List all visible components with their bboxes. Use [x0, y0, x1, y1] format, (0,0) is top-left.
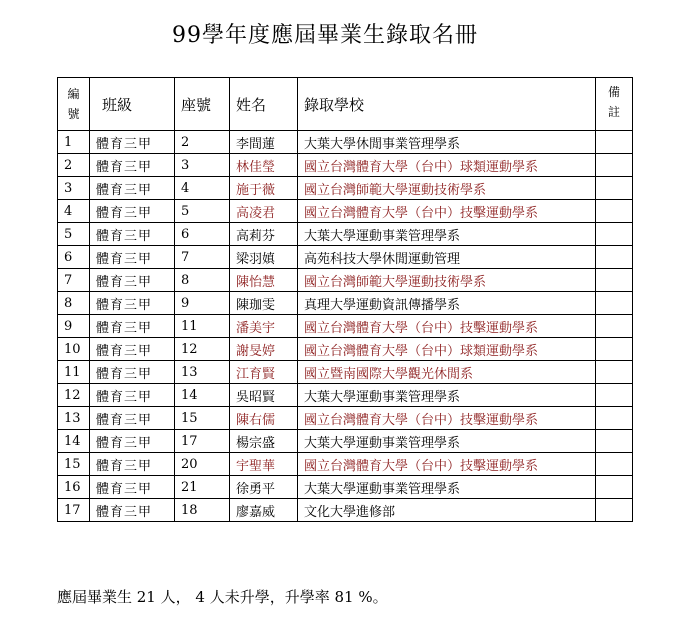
cell-name: 高凌君 [230, 200, 298, 223]
table-header-row [58, 78, 633, 131]
cell-seat: 5 [175, 200, 230, 223]
cell-seat: 18 [175, 499, 230, 522]
table-row [58, 131, 633, 154]
cell-name: 潘美宇 [230, 315, 298, 338]
table-row [58, 338, 633, 361]
cell-seat: 14 [175, 384, 230, 407]
cell-name: 宇聖華 [230, 453, 298, 476]
cell-name: 陳珈雯 [230, 292, 298, 315]
cell-school: 國立台灣體育大學（台中）球類運動學系 [298, 338, 596, 361]
cell-name: 施于薇 [230, 177, 298, 200]
table-row [58, 154, 633, 177]
table-row [58, 453, 633, 476]
summary-text: 應屆畢業生 21 人， 4 人未升學，升學率 81 %。 [57, 588, 388, 606]
cell-remark [596, 269, 633, 292]
cell-seat: 7 [175, 246, 230, 269]
cell-name: 楊宗盛 [230, 430, 298, 453]
table-row [58, 200, 633, 223]
cell-class: 體育三甲 [90, 361, 175, 384]
cell-school: 大葉大學運動事業管理學系 [298, 384, 596, 407]
table-row [58, 269, 633, 292]
cell-remark [596, 154, 633, 177]
cell-seat: 6 [175, 223, 230, 246]
cell-remark [596, 384, 633, 407]
cell-name: 吳昭賢 [230, 384, 298, 407]
cell-class: 體育三甲 [90, 499, 175, 522]
cell-class: 體育三甲 [90, 338, 175, 361]
cell-remark [596, 361, 633, 384]
cell-remark [596, 200, 633, 223]
cell-seat: 8 [175, 269, 230, 292]
cell-number: 3 [58, 177, 90, 200]
table-row [58, 499, 633, 522]
cell-class: 體育三甲 [90, 177, 175, 200]
cell-school: 國立台灣體育大學（台中）技擊運動學系 [298, 315, 596, 338]
cell-name: 江育賢 [230, 361, 298, 384]
table-row [58, 407, 633, 430]
cell-remark [596, 453, 633, 476]
cell-remark [596, 131, 633, 154]
cell-class: 體育三甲 [90, 223, 175, 246]
cell-remark [596, 476, 633, 499]
cell-number: 2 [58, 154, 90, 177]
cell-remark [596, 407, 633, 430]
cell-name: 林佳瑩 [230, 154, 298, 177]
cell-school: 大葉大學運動事業管理學系 [298, 223, 596, 246]
cell-school: 國立台灣師範大學運動技術學系 [298, 177, 596, 200]
cell-school: 國立台灣體育大學（台中）技擊運動學系 [298, 407, 596, 430]
cell-number: 10 [58, 338, 90, 361]
cell-name: 陳怡慧 [230, 269, 298, 292]
cell-seat: 3 [175, 154, 230, 177]
cell-seat: 17 [175, 430, 230, 453]
header-number: 編 號 [58, 78, 90, 131]
cell-class: 體育三甲 [90, 476, 175, 499]
cell-remark [596, 177, 633, 200]
cell-remark [596, 315, 633, 338]
cell-school: 國立暨南國際大學觀光休閒系 [298, 361, 596, 384]
header-school: 錄取學校 [298, 78, 596, 131]
cell-name: 廖嘉威 [230, 499, 298, 522]
table-row [58, 384, 633, 407]
cell-school: 大葉大學運動事業管理學系 [298, 430, 596, 453]
cell-class: 體育三甲 [90, 269, 175, 292]
cell-seat: 12 [175, 338, 230, 361]
cell-seat: 13 [175, 361, 230, 384]
cell-remark [596, 430, 633, 453]
cell-seat: 20 [175, 453, 230, 476]
cell-class: 體育三甲 [90, 292, 175, 315]
cell-seat: 9 [175, 292, 230, 315]
table-row [58, 292, 633, 315]
cell-number: 1 [58, 131, 90, 154]
cell-name: 高莉芬 [230, 223, 298, 246]
table-row [58, 361, 633, 384]
cell-seat: 11 [175, 315, 230, 338]
cell-class: 體育三甲 [90, 407, 175, 430]
cell-school: 國立台灣體育大學（台中）球類運動學系 [298, 154, 596, 177]
cell-remark [596, 223, 633, 246]
cell-school: 大葉大學休閒事業管理學系 [298, 131, 596, 154]
cell-school: 國立台灣體育大學（台中）技擊運動學系 [298, 200, 596, 223]
cell-class: 體育三甲 [90, 246, 175, 269]
table-row [58, 223, 633, 246]
cell-name: 陳右儒 [230, 407, 298, 430]
cell-number: 7 [58, 269, 90, 292]
cell-number: 4 [58, 200, 90, 223]
admission-table [57, 77, 633, 522]
cell-number: 6 [58, 246, 90, 269]
cell-number: 8 [58, 292, 90, 315]
cell-number: 16 [58, 476, 90, 499]
cell-number: 5 [58, 223, 90, 246]
header-seat: 座號 [175, 78, 230, 131]
cell-seat: 2 [175, 131, 230, 154]
table-row [58, 246, 633, 269]
cell-number: 15 [58, 453, 90, 476]
table-row [58, 430, 633, 453]
cell-remark [596, 246, 633, 269]
page-title: 99學年度應屆畢業生錄取名冊 [172, 23, 478, 48]
header-name: 姓名 [230, 78, 298, 131]
cell-seat: 4 [175, 177, 230, 200]
cell-school: 真理大學運動資訊傳播學系 [298, 292, 596, 315]
cell-class: 體育三甲 [90, 200, 175, 223]
cell-name: 梁羽嫃 [230, 246, 298, 269]
cell-class: 體育三甲 [90, 131, 175, 154]
cell-school: 文化大學進修部 [298, 499, 596, 522]
cell-seat: 21 [175, 476, 230, 499]
cell-number: 12 [58, 384, 90, 407]
cell-number: 13 [58, 407, 90, 430]
header-remark: 備 註 [596, 78, 633, 131]
cell-school: 國立台灣體育大學（台中）技擊運動學系 [298, 453, 596, 476]
cell-name: 徐勇平 [230, 476, 298, 499]
cell-school: 大葉大學運動事業管理學系 [298, 476, 596, 499]
cell-name: 謝旻婷 [230, 338, 298, 361]
cell-class: 體育三甲 [90, 430, 175, 453]
cell-number: 9 [58, 315, 90, 338]
table-row [58, 177, 633, 200]
header-class: 班級 [90, 78, 175, 131]
cell-seat: 15 [175, 407, 230, 430]
table-row [58, 315, 633, 338]
cell-number: 17 [58, 499, 90, 522]
cell-number: 11 [58, 361, 90, 384]
cell-class: 體育三甲 [90, 154, 175, 177]
cell-class: 體育三甲 [90, 453, 175, 476]
cell-class: 體育三甲 [90, 315, 175, 338]
cell-remark [596, 338, 633, 361]
cell-school: 國立台灣師範大學運動技術學系 [298, 269, 596, 292]
cell-school: 高苑科技大學休閒運動管理 [298, 246, 596, 269]
table-row [58, 476, 633, 499]
cell-class: 體育三甲 [90, 384, 175, 407]
cell-remark [596, 499, 633, 522]
cell-number: 14 [58, 430, 90, 453]
cell-name: 李間蓮 [230, 131, 298, 154]
cell-remark [596, 292, 633, 315]
